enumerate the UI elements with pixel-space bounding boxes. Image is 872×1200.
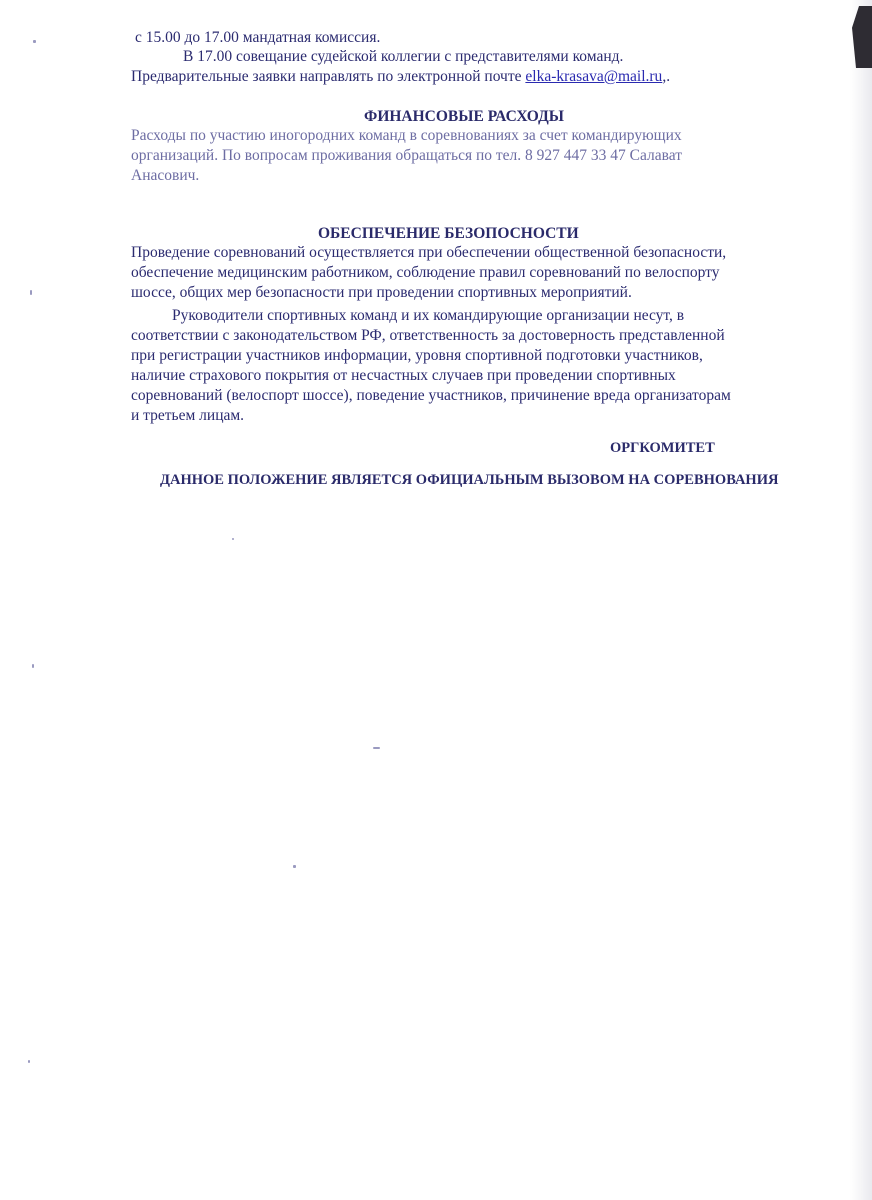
safety-line: соревнований (велоспорт шоссе), поведение участников, причинение вреда организаторам bbox=[131, 387, 731, 404]
safety-line: и третьем лицам. bbox=[131, 407, 245, 424]
safety-line: соответствии с законодательством РФ, ответственность за достоверность представленной bbox=[131, 327, 725, 344]
safety-line: обеспечение медицинским работником, соблюдение правил соревнований по велоспорту bbox=[131, 264, 720, 281]
finance-heading: ФИНАНСОВЫЕ РАСХОДЫ bbox=[364, 108, 564, 125]
safety-heading: ОБЕСПЕЧЕНИЕ БЕЗОПОСНОСТИ bbox=[318, 225, 579, 242]
intro-line-1: с 15.00 до 17.00 мандатная комиссия. bbox=[135, 29, 381, 46]
safety-line: шоссе, общих мер безопасности при проведении спортивных мероприятий. bbox=[131, 284, 632, 301]
scan-speck bbox=[32, 664, 34, 668]
finance-line: организаций. По вопросам проживания обращаться по тел. 8 927 447 33 47 Салават bbox=[131, 147, 682, 164]
scan-speck bbox=[232, 538, 234, 540]
safety-line: Проведение соревнований осуществляется при обеспечении общественной безопасности, bbox=[131, 244, 727, 261]
finance-line: Анасович. bbox=[131, 167, 200, 184]
email-link[interactable]: elka-krasava@mail.ru bbox=[525, 68, 663, 85]
scan-speck bbox=[293, 865, 296, 868]
safety-line: при регистрации участников информации, уровня спортивной подготовки участников, bbox=[131, 347, 703, 364]
signature-orgcommittee: ОРГКОМИТЕТ bbox=[610, 440, 715, 456]
scan-edge-shadow bbox=[850, 0, 872, 1200]
scan-speck bbox=[30, 290, 32, 295]
safety-line: наличие страхового покрытия от несчастных случаев при проведении спортивных bbox=[131, 367, 676, 384]
scan-speck bbox=[28, 1060, 30, 1063]
finance-line: Расходы по участию иногородних команд в соревнованиях за счет командирующих bbox=[131, 127, 682, 144]
scan-speck bbox=[33, 40, 36, 43]
intro-line-3-text: Предварительные заявки направлять по электронной почте bbox=[131, 68, 526, 85]
official-call-notice: ДАННОЕ ПОЛОЖЕНИЕ ЯВЛЯЕТСЯ ОФИЦИАЛЬНЫМ ВЫЗОВОМ НА СОРЕВНОВАНИЯ bbox=[160, 472, 779, 488]
intro-line-3 bbox=[131, 67, 670, 86]
intro-line-2: В 17.00 совещание судейской коллегии с представителями команд. bbox=[183, 48, 624, 65]
intro-line-3-suffix: ,. bbox=[662, 68, 671, 85]
scan-speck bbox=[373, 747, 380, 749]
safety-line: Руководители спортивных команд и их командирующие организации несут, в bbox=[172, 307, 685, 324]
